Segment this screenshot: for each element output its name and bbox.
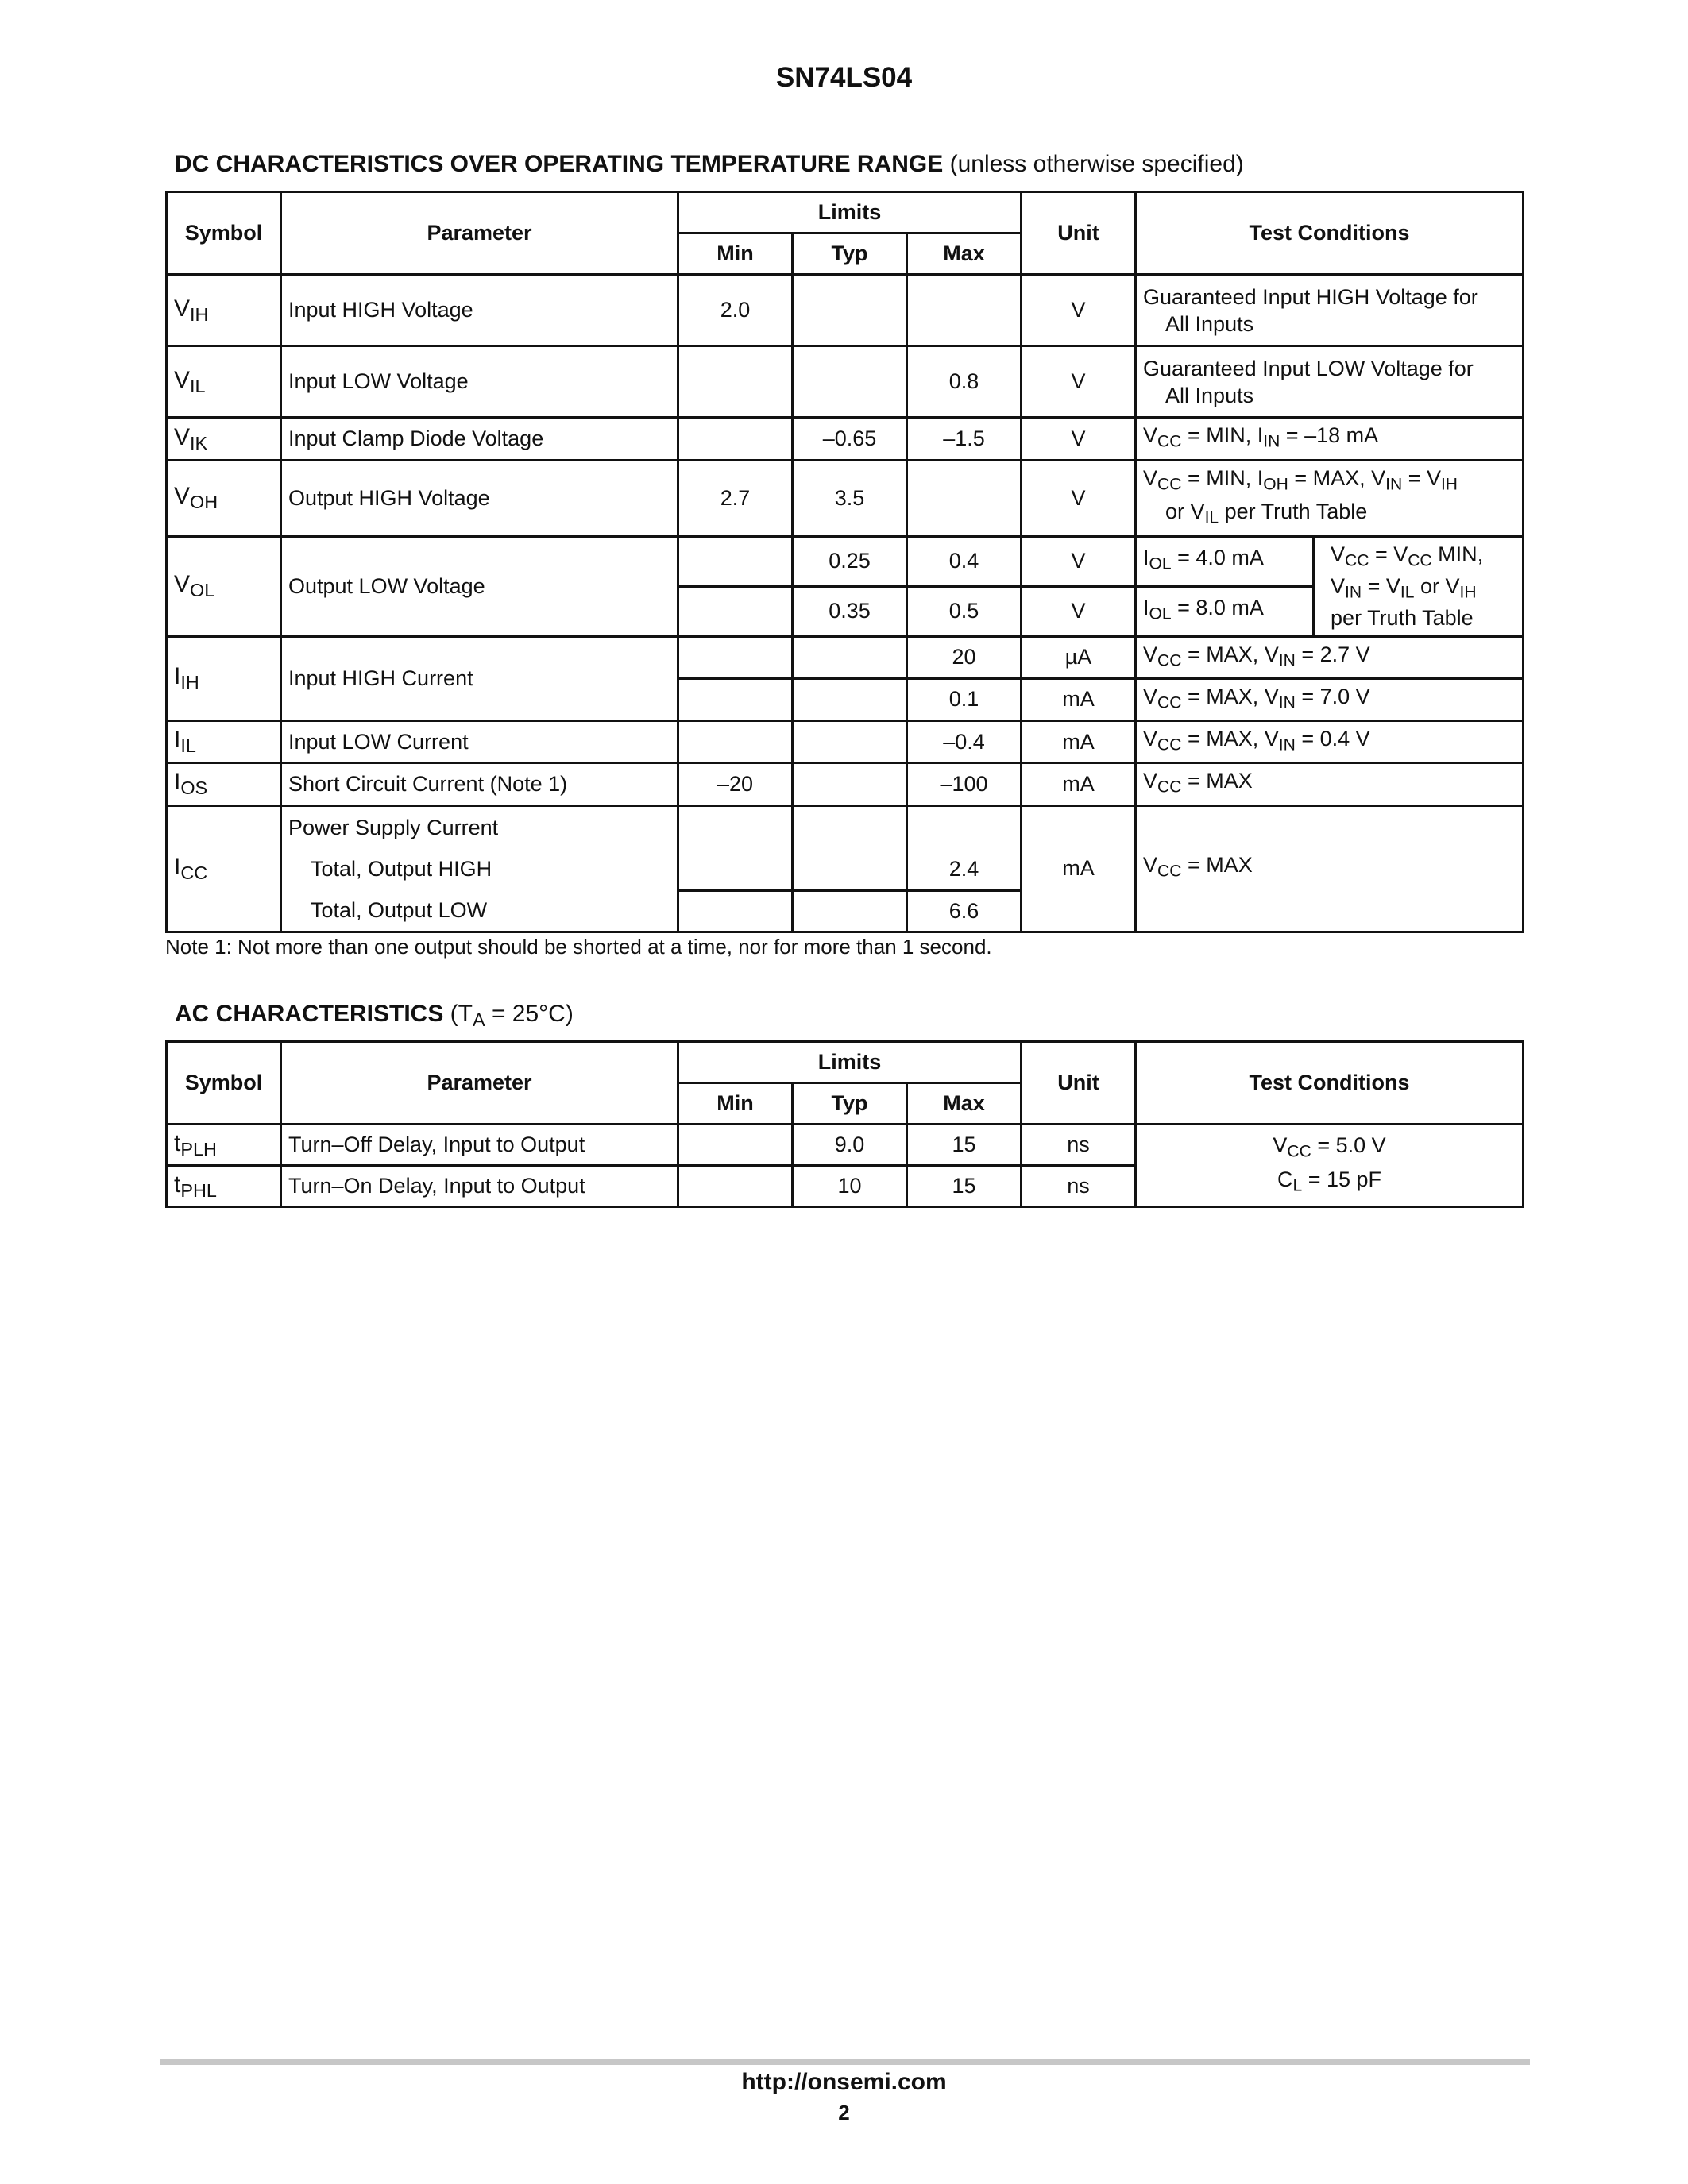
max-cell bbox=[907, 461, 1022, 537]
test-condition-cell: $I_{OL} = 4.0$ mA bbox=[1136, 536, 1314, 586]
test-condition-cell: Guaranteed Input HIGH Voltage for All Inputs bbox=[1136, 275, 1524, 346]
table-row bbox=[167, 763, 1524, 805]
footer-url: http://onsemi.com bbox=[741, 2069, 947, 2095]
typ-cell: –0.65 bbox=[793, 418, 907, 461]
typ-cell bbox=[793, 763, 907, 805]
ac-col-limits: Limits bbox=[678, 1042, 1022, 1083]
dc-col-symbol: Symbol bbox=[167, 192, 281, 275]
max-cell: 0.5 bbox=[907, 586, 1022, 636]
min-cell bbox=[678, 721, 793, 763]
dc-col-typ: Typ bbox=[793, 233, 907, 275]
unit-cell: V bbox=[1022, 346, 1136, 418]
symbol-cell: $I_{OS}$ bbox=[167, 763, 281, 805]
unit-cell: V bbox=[1022, 586, 1136, 636]
parameter-cell: Turn–Off Delay, Input to Output bbox=[281, 1125, 678, 1166]
table-row bbox=[167, 418, 1524, 461]
dc-col-test-conditions: Test Conditions bbox=[1136, 192, 1524, 275]
min-cell bbox=[678, 418, 793, 461]
unit-cell: mA bbox=[1022, 721, 1136, 763]
ac-section-heading: AC CHARACTERISTICS $(T_A = 25^\circ C)$ bbox=[175, 1001, 574, 1030]
table-row bbox=[167, 805, 1524, 890]
icc-param-line: Total, Output HIGH bbox=[311, 856, 492, 881]
min-cell: –20 bbox=[678, 763, 793, 805]
typ-cell bbox=[793, 721, 907, 763]
max-cell: –0.4 bbox=[907, 721, 1022, 763]
min-cell bbox=[678, 586, 793, 636]
test-condition-cell: $I_{OL} = 8.0$ mA bbox=[1136, 586, 1314, 636]
table-row bbox=[167, 461, 1524, 537]
symbol-cell: $V_{IL}$ bbox=[167, 346, 281, 418]
ac-col-symbol: Symbol bbox=[167, 1042, 281, 1125]
table-row bbox=[167, 275, 1524, 346]
symbol-cell: $V_{OH}$ bbox=[167, 461, 281, 537]
max-cell: 0.8 bbox=[907, 346, 1022, 418]
footnote: Note 1: Not more than one output should be shorted at a time, nor for more than 1 second. bbox=[165, 935, 992, 959]
min-cell: 2.7 bbox=[678, 461, 793, 537]
dc-col-min: Min bbox=[678, 233, 793, 275]
unit-cell: µA bbox=[1022, 636, 1136, 678]
max-cell: 15 bbox=[907, 1166, 1022, 1207]
typ-cell: 10 bbox=[793, 1166, 907, 1207]
symbol-cell: $V_{IH}$ bbox=[167, 275, 281, 346]
test-condition-cell: $V_{CC}$ = MAX bbox=[1136, 763, 1524, 805]
parameter-cell: Input Clamp Diode Voltage bbox=[281, 418, 678, 461]
ac-col-min: Min bbox=[678, 1083, 793, 1125]
max-cell: 2.4 bbox=[907, 805, 1022, 890]
min-cell bbox=[678, 636, 793, 678]
dc-heading-bold: DC CHARACTERISTICS OVER OPERATING TEMPERATURE RANGE bbox=[175, 151, 944, 177]
typ-cell: 0.25 bbox=[793, 536, 907, 586]
symbol-cell: $V_{IK}$ bbox=[167, 418, 281, 461]
typ-cell bbox=[793, 805, 907, 890]
typ-cell bbox=[793, 275, 907, 346]
max-cell: 0.4 bbox=[907, 536, 1022, 586]
typ-cell: 0.35 bbox=[793, 586, 907, 636]
dc-header-row-1 bbox=[167, 192, 1524, 233]
parameter-cell: Input LOW Current bbox=[281, 721, 678, 763]
icc-param-line: Total, Output LOW bbox=[311, 897, 488, 922]
unit-cell: V bbox=[1022, 275, 1136, 346]
ac-col-max: Max bbox=[907, 1083, 1022, 1125]
dc-heading-qualifier: (unless otherwise specified) bbox=[943, 151, 1244, 177]
parameter-cell: Output HIGH Voltage bbox=[281, 461, 678, 537]
ac-characteristics-table bbox=[165, 1040, 1524, 1208]
min-cell bbox=[678, 890, 793, 932]
icc-param-line: Power Supply Current bbox=[288, 815, 499, 839]
max-cell: –100 bbox=[907, 763, 1022, 805]
table-row bbox=[167, 721, 1524, 763]
unit-cell: V bbox=[1022, 418, 1136, 461]
test-condition-cell: $V_{CC}$ = MAX, $V_{IN} = 7.0$ V bbox=[1136, 678, 1524, 720]
dc-col-parameter: Parameter bbox=[281, 192, 678, 275]
unit-cell: ns bbox=[1022, 1166, 1136, 1207]
min-cell bbox=[678, 536, 793, 586]
unit-cell: ns bbox=[1022, 1125, 1136, 1166]
max-cell: 6.6 bbox=[907, 890, 1022, 932]
table-row bbox=[167, 536, 1524, 586]
unit-cell: mA bbox=[1022, 805, 1136, 932]
unit-cell: V bbox=[1022, 461, 1136, 537]
min-cell bbox=[678, 805, 793, 890]
parameter-cell: Turn–On Delay, Input to Output bbox=[281, 1166, 678, 1207]
max-cell: –1.5 bbox=[907, 418, 1022, 461]
typ-cell bbox=[793, 890, 907, 932]
max-cell: 15 bbox=[907, 1125, 1022, 1166]
typ-cell bbox=[793, 678, 907, 720]
parameter-cell: Input HIGH Voltage bbox=[281, 275, 678, 346]
dc-characteristics-table bbox=[165, 191, 1524, 933]
symbol-cell: $I_{IH}$ bbox=[167, 636, 281, 721]
max-cell bbox=[907, 275, 1022, 346]
parameter-cell: Short Circuit Current (Note 1) bbox=[281, 763, 678, 805]
symbol-cell: $I_{CC}$ bbox=[167, 805, 281, 932]
ac-col-test-conditions: Test Conditions bbox=[1136, 1042, 1524, 1125]
parameter-cell: Input LOW Voltage bbox=[281, 346, 678, 418]
typ-cell bbox=[793, 346, 907, 418]
test-condition-cell: $V_{CC}$ = MIN, $I_{IN} = -18$ mA bbox=[1136, 418, 1524, 461]
ac-col-unit: Unit bbox=[1022, 1042, 1136, 1125]
symbol-cell: $t_{PLH}$ bbox=[167, 1125, 281, 1166]
table-row bbox=[167, 346, 1524, 418]
parameter-cell: Output LOW Voltage bbox=[281, 536, 678, 636]
min-cell bbox=[678, 1125, 793, 1166]
typ-cell: 9.0 bbox=[793, 1125, 907, 1166]
max-cell: 0.1 bbox=[907, 678, 1022, 720]
table-row bbox=[167, 636, 1524, 678]
typ-cell bbox=[793, 636, 907, 678]
dc-col-unit: Unit bbox=[1022, 192, 1136, 275]
min-cell bbox=[678, 1166, 793, 1207]
footer-divider bbox=[160, 2059, 1530, 2065]
symbol-cell: $t_{PHL}$ bbox=[167, 1166, 281, 1207]
unit-cell: mA bbox=[1022, 678, 1136, 720]
test-condition-cell: $V_{CC} = 5.0$ V $C_L = 15$ pF bbox=[1136, 1125, 1524, 1207]
min-cell bbox=[678, 346, 793, 418]
parameter-cell bbox=[281, 805, 678, 932]
min-cell: 2.0 bbox=[678, 275, 793, 346]
symbol-cell: $V_{OL}$ bbox=[167, 536, 281, 636]
parameter-cell: Input HIGH Current bbox=[281, 636, 678, 721]
dc-section-heading bbox=[175, 151, 1244, 178]
min-cell bbox=[678, 678, 793, 720]
test-condition-cell: $V_{CC}$ = MAX bbox=[1136, 805, 1524, 932]
max-cell: 20 bbox=[907, 636, 1022, 678]
ac-col-parameter: Parameter bbox=[281, 1042, 678, 1125]
page-number: 2 bbox=[838, 2101, 850, 2124]
test-condition-cell: Guaranteed Input LOW Voltage for All Inputs bbox=[1136, 346, 1524, 418]
test-condition-cell: $V_{CC}$ = MAX, $V_{IN} = 2.7$ V bbox=[1136, 636, 1524, 678]
dc-col-limits: Limits bbox=[678, 192, 1022, 233]
test-condition-shared-cell: $V_{CC} = V_{CC}$ MIN, $V_{IN} = V_{IL}$ or $V_{IH}$ per Truth Table bbox=[1314, 536, 1524, 636]
unit-cell: mA bbox=[1022, 763, 1136, 805]
document-title: SN74LS04 bbox=[775, 62, 913, 93]
symbol-cell: $I_{IL}$ bbox=[167, 721, 281, 763]
ac-heading-bold: AC CHARACTERISTICS bbox=[175, 1001, 444, 1027]
test-condition-cell: $V_{CC}$ = MIN, $I_{OH}$ = MAX, $V_{IN} = V_{IH}$ or $V_{IL}$ per Truth Table bbox=[1136, 461, 1524, 537]
ac-col-typ: Typ bbox=[793, 1083, 907, 1125]
ac-header-row-1 bbox=[167, 1042, 1524, 1083]
test-condition-cell: $V_{CC}$ = MAX, $V_{IN} = 0.4$ V bbox=[1136, 721, 1524, 763]
unit-cell: V bbox=[1022, 536, 1136, 586]
typ-cell: 3.5 bbox=[793, 461, 907, 537]
table-row bbox=[167, 1125, 1524, 1166]
dc-col-max: Max bbox=[907, 233, 1022, 275]
